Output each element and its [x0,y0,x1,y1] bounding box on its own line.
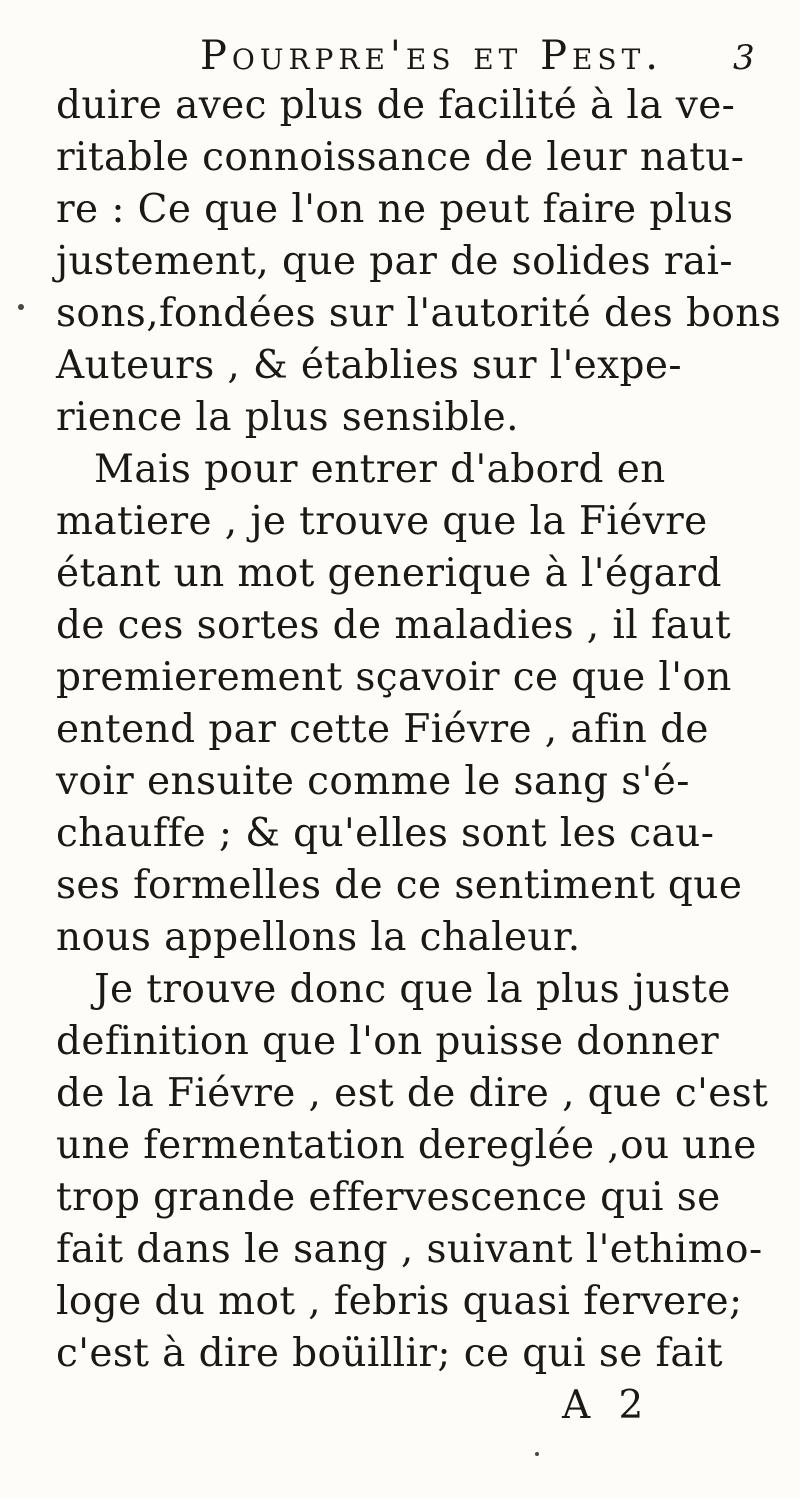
text-line-10: étant un mot generique à l'égard [56,551,722,596]
text-line-3: re : Ce que l'on ne peut faire plus [56,187,734,232]
text-line-11: de ces sortes de maladies , il faut [56,603,732,648]
text-line-8: Mais pour entrer d'abord en [94,447,666,492]
text-line-22: trop grande effervescence qui se [56,1175,721,1220]
page-header [0,28,800,84]
text-line-16: ses formelles de ce sentiment que [56,863,743,908]
text-line-6: Auteurs , & établies sur l'expe- [56,343,682,388]
text-line-7: rience la plus sensible. [56,395,519,440]
text-line-1: duire avec plus de facilité à la ve- [56,83,736,128]
text-line-17: nous appellons la chaleur. [56,915,581,960]
text-line-23: fait dans le sang , suivant l'ethimo- [56,1227,763,1272]
text-line-12: premierement sçavoir ce que l'on [56,655,732,700]
page-number: 3 [733,38,755,78]
text-line-15: chauffe ; & qu'elles sont les cau- [56,811,715,856]
text-line-4: justement, que par de solides rai- [56,239,733,284]
text-line-19: definition que l'on puisse donner [56,1019,720,1064]
print-speck [535,1452,539,1456]
text-line-9: matiere , je trouve que la Fiévre [56,499,708,544]
text-line-14: voir ensuite comme le sang s'é- [56,759,690,804]
text-line-24: loge du mot , febris quasi fervere; [56,1279,743,1324]
text-line-18: Je trouve donc que la plus juste [94,967,731,1012]
text-line-20: de la Fiévre , est de dire , que c'est [56,1071,769,1116]
text-line-5: sons,fondées sur l'autorité des bons [56,291,782,336]
signature-mark: A 2 [562,1383,652,1428]
margin-speck [18,304,24,310]
running-title: Pourpre'es et Pest. [200,33,663,79]
text-line-25: c'est à dire boüillir; ce qui se fait [56,1331,723,1376]
text-line-21: une fermentation dereglée ,ou une [56,1123,757,1168]
text-line-2: ritable connoissance de leur natu- [56,135,745,180]
text-line-13: entend par cette Fiévre , afin de [56,707,709,752]
